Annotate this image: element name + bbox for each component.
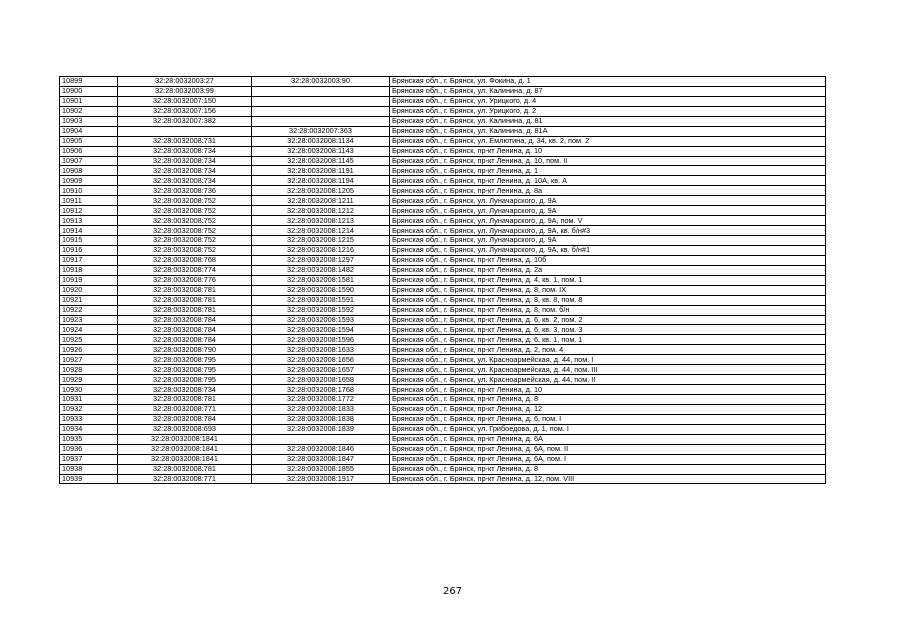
table-row [60,255,826,265]
table-row [60,414,826,424]
land-cadastral-number-cell: 32:28:0032008:1841 [118,454,252,464]
table-row [60,305,826,315]
building-cadastral-number-cell: 32:28:0032008:1855 [252,464,390,474]
land-cadastral-number-cell: 32:28:0032008:776 [118,275,252,285]
building-cadastral-number-cell [252,116,390,126]
row-number-cell: 10903 [60,116,118,126]
land-cadastral-number-cell: 32:28:0032008:752 [118,226,252,236]
building-cadastral-number-cell: 32:28:0032008:1194 [252,176,390,186]
table-row [60,404,826,414]
land-cadastral-number-cell: 32:28:0032008:784 [118,325,252,335]
land-cadastral-number-cell: 32:28:0032007:150 [118,96,252,106]
row-number-cell: 10902 [60,106,118,116]
building-cadastral-number-cell: 32:28:0032008:1211 [252,196,390,206]
row-number-cell: 10919 [60,275,118,285]
table-row [60,166,826,176]
building-cadastral-number-cell [252,86,390,96]
row-number-cell: 10925 [60,335,118,345]
land-cadastral-number-cell: 32:28:0032008:768 [118,255,252,265]
row-number-cell: 10920 [60,285,118,295]
land-cadastral-number-cell: 32:28:0032008:1841 [118,444,252,454]
address-cell: Брянская обл., г. Брянск, пр-кт Ленина, д. 12, пом. VIII [390,474,826,484]
row-number-cell: 10930 [60,385,118,395]
land-cadastral-number-cell: 32:28:0032008:734 [118,156,252,166]
address-cell: Брянская обл., г. Брянск, пр-кт Ленина, д. 10 [390,146,826,156]
address-cell: Брянская обл., г. Брянск, ул. Луначарского, д. 9А [390,236,826,246]
land-cadastral-number-cell: 32:28:0032008:781 [118,295,252,305]
building-cadastral-number-cell: 32:28:0032008:1633 [252,345,390,355]
table-row [60,454,826,464]
table-row [60,335,826,345]
row-number-cell: 10916 [60,245,118,255]
address-cell: Брянская обл., г. Брянск, ул. Грибоедова, д. 1, пом. I [390,424,826,434]
table-row [60,325,826,335]
address-cell: Брянская обл., г. Брянск, ул. Красноармейская, д. 44, пом. III [390,365,826,375]
row-number-cell: 10905 [60,136,118,146]
building-cadastral-number-cell: 32:28:0032008:1838 [252,414,390,424]
address-cell: Брянская обл., г. Брянск, ул. Луначарского, д. 9А [390,196,826,206]
table-row [60,265,826,275]
table-row [60,116,826,126]
table-row [60,464,826,474]
address-cell: Брянская обл., г. Брянск, пр-кт Ленина, д. 10б [390,255,826,265]
land-cadastral-number-cell: 32:28:0032008:795 [118,355,252,365]
land-cadastral-number-cell: 32:28:0032007:382 [118,116,252,126]
building-cadastral-number-cell: 32:28:0032008:1134 [252,136,390,146]
row-number-cell: 10899 [60,77,118,87]
land-cadastral-number-cell: 32:28:0032008:781 [118,285,252,295]
table-row [60,245,826,255]
address-cell: Брянская обл., г. Брянск, ул. Фокина, д. 1 [390,77,826,87]
land-cadastral-number-cell: 32:28:0032008:736 [118,186,252,196]
table-row [60,226,826,236]
land-cadastral-number-cell: 32:28:0032008:752 [118,245,252,255]
address-cell: Брянская обл., г. Брянск, пр-кт Ленина, д. 8, пом. б/н [390,305,826,315]
row-number-cell: 10939 [60,474,118,484]
table-row [60,236,826,246]
building-cadastral-number-cell: 32:28:0032008:1205 [252,186,390,196]
building-cadastral-number-cell: 32:28:0032008:1591 [252,295,390,305]
table-row [60,365,826,375]
land-cadastral-number-cell: 32:28:0032008:734 [118,146,252,156]
address-cell: Брянская обл., г. Брянск, пр-кт Ленина, д. 6А, пом. II [390,444,826,454]
row-number-cell: 10914 [60,226,118,236]
building-cadastral-number-cell: 32:28:0032008:1191 [252,166,390,176]
table-row [60,285,826,295]
building-cadastral-number-cell [252,434,390,444]
building-cadastral-number-cell [252,106,390,116]
building-cadastral-number-cell [252,96,390,106]
land-cadastral-number-cell: 32:28:0032008:1841 [118,434,252,444]
address-cell: Брянская обл., г. Брянск, пр-кт Ленина, д. 8 [390,395,826,405]
table-row [60,176,826,186]
address-cell: Брянская обл., г. Брянск, ул. Калинина, д. 87 [390,86,826,96]
table-row [60,186,826,196]
address-cell: Брянская обл., г. Брянск, пр-кт Ленина, д. 10А, кв. А [390,176,826,186]
row-number-cell: 10928 [60,365,118,375]
address-cell: Брянская обл., г. Брянск, пр-кт Ленина, д. 4, кв. 1, пом. 1 [390,275,826,285]
row-number-cell: 10913 [60,216,118,226]
land-cadastral-number-cell: 32:28:0032008:771 [118,404,252,414]
address-cell: Брянская обл., г. Брянск, пр-кт Ленина, д. 6, пом. I [390,414,826,424]
building-cadastral-number-cell: 32:28:0032008:1145 [252,156,390,166]
building-cadastral-number-cell: 32:28:0032008:1213 [252,216,390,226]
building-cadastral-number-cell: 32:28:0032008:1846 [252,444,390,454]
building-cadastral-number-cell: 32:28:0032008:1214 [252,226,390,236]
row-number-cell: 10926 [60,345,118,355]
address-cell: Брянская обл., г. Брянск, пр-кт Ленина, д. 12 [390,404,826,414]
table-row [60,424,826,434]
land-cadastral-number-cell: 32:28:0032008:693 [118,424,252,434]
table-row [60,315,826,325]
land-cadastral-number-cell: 32:28:0032008:781 [118,305,252,315]
address-cell: Брянская обл., г. Брянск, ул. Емлютина, д. 34, кв. 2, пом. 2 [390,136,826,146]
row-number-cell: 10927 [60,355,118,365]
building-cadastral-number-cell: 32:28:0032008:1656 [252,355,390,365]
address-cell: Брянская обл., г. Брянск, пр-кт Ленина, д. 8а [390,186,826,196]
address-cell: Брянская обл., г. Брянск, ул. Луначарского, д. 9А [390,206,826,216]
address-cell: Брянская обл., г. Брянск, пр-кт Ленина, д. 10 [390,385,826,395]
row-number-cell: 10909 [60,176,118,186]
land-cadastral-number-cell: 32:28:0032008:784 [118,414,252,424]
address-cell: Брянская обл., г. Брянск, пр-кт Ленина, д. 2, пом. 4 [390,345,826,355]
land-cadastral-number-cell: 32:28:0032008:774 [118,265,252,275]
building-cadastral-number-cell: 32:28:0032008:1216 [252,245,390,255]
building-cadastral-number-cell: 32:28:0032008:1596 [252,335,390,345]
land-cadastral-number-cell: 32:28:0032008:731 [118,136,252,146]
row-number-cell: 10915 [60,236,118,246]
table-row [60,86,826,96]
building-cadastral-number-cell: 32:28:0032008:1594 [252,325,390,335]
row-number-cell: 10936 [60,444,118,454]
row-number-cell: 10923 [60,315,118,325]
building-cadastral-number-cell: 32:28:0032008:1592 [252,305,390,315]
row-number-cell: 10929 [60,375,118,385]
building-cadastral-number-cell: 32:28:0032008:1658 [252,375,390,385]
row-number-cell: 10906 [60,146,118,156]
building-cadastral-number-cell: 32:28:0032007:363 [252,126,390,136]
address-cell: Брянская обл., г. Брянск, пр-кт Ленина, д. 6А [390,434,826,444]
land-cadastral-number-cell: 32:28:0032008:784 [118,335,252,345]
row-number-cell: 10910 [60,186,118,196]
land-cadastral-number-cell: 32:28:0032008:781 [118,464,252,474]
row-number-cell: 10901 [60,96,118,106]
table-row [60,206,826,216]
building-cadastral-number-cell: 32:28:0032008:1215 [252,236,390,246]
table-row [60,106,826,116]
address-cell: Брянская обл., г. Брянск, пр-кт Ленина, д. 10, пом. II [390,156,826,166]
building-cadastral-number-cell: 32:28:0032008:1581 [252,275,390,285]
table-row [60,196,826,206]
row-number-cell: 10934 [60,424,118,434]
land-cadastral-number-cell: 32:28:0032008:781 [118,395,252,405]
row-number-cell: 10921 [60,295,118,305]
row-number-cell: 10938 [60,464,118,474]
address-cell: Брянская обл., г. Брянск, ул. Красноармейская, д. 44, пом. II [390,375,826,385]
table-row [60,444,826,454]
address-cell: Брянская обл., г. Брянск, ул. Луначарского, д. 9А, кв. б/н#3 [390,226,826,236]
address-cell: Брянская обл., г. Брянск, ул. Калинина, д. 81А [390,126,826,136]
land-cadastral-number-cell: 32:28:0032008:795 [118,365,252,375]
address-cell: Брянская обл., г. Брянск, пр-кт Ленина, д. 8 [390,464,826,474]
land-cadastral-number-cell: 32:28:0032008:752 [118,236,252,246]
building-cadastral-number-cell: 32:28:0032008:1593 [252,315,390,325]
address-cell: Брянская обл., г. Брянск, пр-кт Ленина, д. 6, кв. 3, пом. 3 [390,325,826,335]
table-row [60,146,826,156]
row-number-cell: 10912 [60,206,118,216]
building-cadastral-number-cell: 32:28:0032008:1917 [252,474,390,484]
table-row [60,216,826,226]
building-cadastral-number-cell: 32:28:0032008:1657 [252,365,390,375]
land-cadastral-number-cell: 32:28:0032007:156 [118,106,252,116]
land-cadastral-number-cell: 32:28:0032003:27 [118,77,252,87]
table-row [60,385,826,395]
land-cadastral-number-cell: 32:28:0032008:771 [118,474,252,484]
table-row [60,275,826,285]
row-number-cell: 10917 [60,255,118,265]
building-cadastral-number-cell: 32:28:0032008:1839 [252,424,390,434]
row-number-cell: 10911 [60,196,118,206]
table-row [60,136,826,146]
building-cadastral-number-cell: 32:28:0032008:1847 [252,454,390,464]
land-cadastral-number-cell: 32:28:0032008:734 [118,176,252,186]
row-number-cell: 10922 [60,305,118,315]
table-row [60,474,826,484]
land-cadastral-number-cell: 32:28:0032008:752 [118,196,252,206]
land-cadastral-number-cell: 32:28:0032008:752 [118,206,252,216]
row-number-cell: 10935 [60,434,118,444]
table-row [60,434,826,444]
table-row [60,156,826,166]
address-cell: Брянская обл., г. Брянск, пр-кт Ленина, д. 8, пом. IX [390,285,826,295]
land-cadastral-number-cell: 32:28:0032008:790 [118,345,252,355]
row-number-cell: 10937 [60,454,118,464]
row-number-cell: 10900 [60,86,118,96]
address-cell: Брянская обл., г. Брянск, пр-кт Ленина, д. 8, кв. 8, пом. 8 [390,295,826,305]
address-cell: Брянская обл., г. Брянск, ул. Красноармейская, д. 44, пом. I [390,355,826,365]
address-cell: Брянская обл., г. Брянск, ул. Калинина, д. 81 [390,116,826,126]
building-cadastral-number-cell: 32:28:0032008:1297 [252,255,390,265]
row-number-cell: 10904 [60,126,118,136]
table-row [60,77,826,87]
address-cell: Брянская обл., г. Брянск, ул. Луначарского, д. 9А, кв. б/н#1 [390,245,826,255]
building-cadastral-number-cell: 32:28:0032008:1772 [252,395,390,405]
building-cadastral-number-cell: 32:28:0032008:1768 [252,385,390,395]
land-cadastral-number-cell: 32:28:0032008:752 [118,216,252,226]
building-cadastral-number-cell: 32:28:0032008:1590 [252,285,390,295]
table-row [60,355,826,365]
land-cadastral-number-cell: 32:28:0032008:795 [118,375,252,385]
table-row [60,395,826,405]
address-cell: Брянская обл., г. Брянск, пр-кт Ленина, д. 2а [390,265,826,275]
page-number: 267 [442,586,463,597]
property-table-body [60,77,826,484]
table-row [60,375,826,385]
row-number-cell: 10924 [60,325,118,335]
row-number-cell: 10907 [60,156,118,166]
building-cadastral-number-cell: 32:28:0032008:1833 [252,404,390,414]
building-cadastral-number-cell: 32:28:0032008:1143 [252,146,390,156]
table-row [60,295,826,305]
row-number-cell: 10932 [60,404,118,414]
row-number-cell: 10908 [60,166,118,176]
table-row [60,345,826,355]
land-cadastral-number-cell [118,126,252,136]
property-table [59,76,826,484]
row-number-cell: 10933 [60,414,118,424]
building-cadastral-number-cell: 32:28:0032008:1212 [252,206,390,216]
building-cadastral-number-cell: 32:28:0032008:1482 [252,265,390,275]
address-cell: Брянская обл., г. Брянск, пр-кт Ленина, д. 6А, пом. I [390,454,826,464]
land-cadastral-number-cell: 32:28:0032008:734 [118,385,252,395]
row-number-cell: 10931 [60,395,118,405]
table-row [60,126,826,136]
table-row [60,96,826,106]
address-cell: Брянская обл., г. Брянск, ул. Урицкого, д. 2 [390,106,826,116]
address-cell: Брянская обл., г. Брянск, пр-кт Ленина, д. 6, кв. 2, пом. 2 [390,315,826,325]
address-cell: Брянская обл., г. Брянск, ул. Луначарского, д. 9А, пом. V [390,216,826,226]
address-cell: Брянская обл., г. Брянск, пр-кт Ленина, д. 1 [390,166,826,176]
address-cell: Брянская обл., г. Брянск, пр-кт Ленина, д. 6, кв. 1, пом. 1 [390,335,826,345]
row-number-cell: 10918 [60,265,118,275]
building-cadastral-number-cell: 32:28:0032003:90 [252,77,390,87]
land-cadastral-number-cell: 32:28:0032008:734 [118,166,252,176]
land-cadastral-number-cell: 32:28:0032003:99 [118,86,252,96]
address-cell: Брянская обл., г. Брянск, ул. Урицкого, д. 4 [390,96,826,106]
land-cadastral-number-cell: 32:28:0032008:784 [118,315,252,325]
